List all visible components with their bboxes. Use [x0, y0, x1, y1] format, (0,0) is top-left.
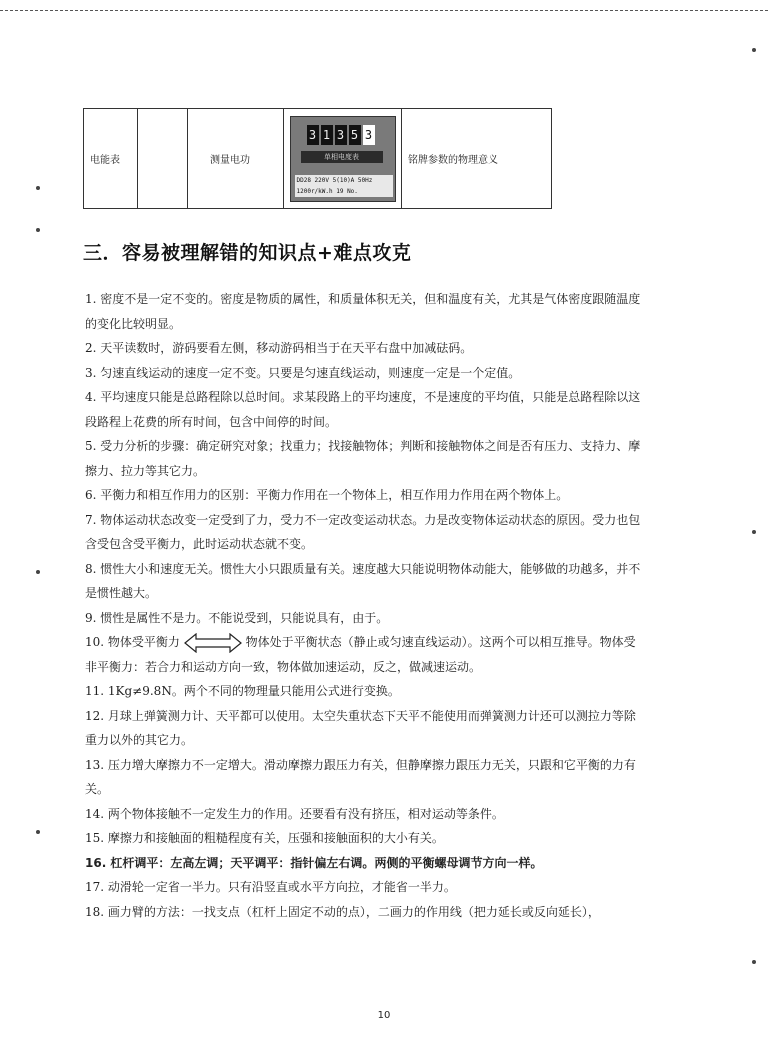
list-item: 9. 惯性是属性不是力。不能说受到，只能说具有，由于。: [85, 610, 389, 625]
nameplate-meaning-cell: 铭牌参数的物理意义: [402, 109, 552, 209]
list-item: 8. 惯性大小和速度无关。惯性大小只跟质量有关。速度越大只能说明物体动能大，能够做的功越多，并不是惯性越大。: [85, 561, 641, 600]
scan-speck: [36, 186, 40, 190]
list-item: 17. 动滑轮一定省一半力。只有沿竖直或水平方向拉，才能省一半力。: [85, 880, 456, 894]
scan-top-edge-line: [0, 10, 768, 11]
meter-digit: 3: [307, 125, 319, 145]
list-item: 6. 平衡力和相互作用力的区别：平衡力作用在一个物体上，相互作用力作用在两个物体上。: [85, 488, 569, 502]
list-item: 1. 密度不是一定不变的。密度是物质的属性，和质量体积无关，但和温度有关，尤其是气体密度跟随温度的变化比较明显。: [85, 292, 641, 331]
list-item: 16. 杠杆调平：左高左调；天平调平：指针偏左右调。两侧的平衡螺母调节方向一样。: [85, 855, 543, 870]
list-item: 15. 摩擦力和接触面的粗糙程度有关，压强和接触面积的大小有关。: [85, 831, 444, 845]
meter-spec-plate: [295, 175, 393, 197]
item10-before-text: 10. 物体受平衡力: [85, 635, 180, 649]
section-title: 三．容易被理解错的知识点+难点攻克: [83, 242, 412, 264]
scan-speck: [36, 570, 40, 574]
scan-speck: [36, 228, 40, 232]
list-item: 14. 两个物体接触不一定发生力的作用。还要看有没有挤压，相对运动等条件。: [85, 806, 504, 821]
scan-speck: [752, 960, 756, 964]
electric-meter-photo: [290, 116, 396, 202]
table-row: [84, 109, 552, 209]
list-item: 4. 平均速度只能是总路程除以总时间。求某段路上的平均速度，不是速度的平均值，只能是总路程除以这段路程上花费的所有时间，包含中间停的时间。: [85, 390, 641, 429]
list-item: 5. 受力分析的步骤：确定研究对象；找重力；找接触物体；判断和接触物体之间是否有压力、支持力、摩擦力、拉力等其它力。: [85, 439, 641, 478]
list-item: 12. 月球上弹簧测力计、天平都可以使用。太空失重状态下天平不能使用而弹簧测力计还可以测拉力等除重力以外的其它力。: [85, 708, 636, 747]
instrument-function-cell: 测量电功: [188, 109, 284, 209]
item10-after-text: 物体处于平衡状态（静止或匀速直线运动）。这两个可以相互推导。物体受非平衡力：若合力和运动方向一致，物体做加速运动，反之，做减速运动。: [85, 635, 636, 674]
list-item: 2. 天平读数时，游码要看左侧，移动游码相当于在天平右盘中加减砝码。: [85, 341, 473, 355]
meter-digit: 3: [335, 125, 347, 145]
meter-digit-display: [307, 125, 375, 145]
list-item: 11. 1Kg≠9.8N。两个不同的物理量只能用公式进行变换。: [85, 684, 400, 698]
list-item: 3. 匀速直线运动的速度一定不变。只要是匀速直线运动，则速度一定是一个定值。: [85, 365, 521, 380]
meter-spec-line: DD28 220V 5(10)A 50Hz: [296, 176, 373, 184]
meter-nameplate-label: 单相电度表: [301, 151, 383, 163]
scan-speck: [752, 530, 756, 534]
meter-digit: 1: [321, 125, 333, 145]
instrument-table: [83, 108, 552, 209]
list-item: [85, 630, 641, 679]
scan-speck: [36, 830, 40, 834]
meter-digit: 3: [363, 125, 375, 145]
meter-spec-line: 1200r/kW.h 19 No.: [296, 187, 358, 195]
list-item: 18. 画力臂的方法：一找支点（杠杆上固定不动的点），二画力的作用线（把力延长或反向延长），: [85, 904, 600, 919]
instrument-name-cell: 电能表: [84, 109, 138, 209]
meter-digit: 5: [349, 125, 361, 145]
list-item: 13. 压力增大摩擦力不一定增大。滑动摩擦力跟压力有关，但静摩擦力跟压力无关，只跟和它平衡的力有关。: [85, 757, 636, 796]
page-number: 10: [377, 1010, 391, 1021]
scan-speck: [752, 48, 756, 52]
list-item: 7. 物体运动状态改变一定受到了力，受力不一定改变运动状态。力是改变物体运动状态的原因。受力也包含受包含受平衡力，此时运动状态就不变。: [85, 512, 641, 551]
double-arrow-icon: [184, 633, 242, 653]
knowledge-points-list: [85, 287, 641, 924]
empty-cell: [138, 109, 188, 209]
meter-image-cell: [284, 109, 402, 209]
